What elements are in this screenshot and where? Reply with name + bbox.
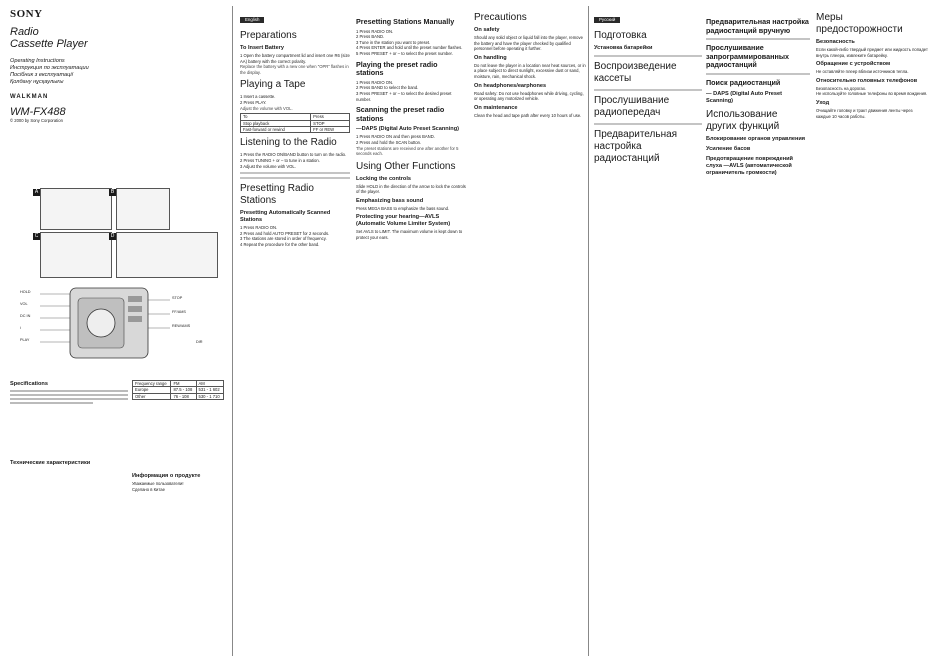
section-heading: Scanning the preset radio stations xyxy=(356,105,445,123)
step: 2 Press and hold AUTO PRESET for 2 seconds. xyxy=(240,230,330,236)
section-heading: Предварительная настройка радиостанций xyxy=(594,129,678,164)
section-heading: Listening to the Radio xyxy=(240,137,337,149)
section-heading: Прослушивание радиопередач xyxy=(594,95,670,118)
cell: Fast-forward or rewind xyxy=(241,126,311,132)
english-column-2 xyxy=(356,8,466,654)
paragraph: Очищайте головку и тракт движения ленты через каждые 10 часов работы. xyxy=(816,107,913,119)
player-illustration xyxy=(40,282,210,364)
step: 4 Repeat the procedure for the other band. xyxy=(240,241,320,247)
subheading: Emphasizing bass sound xyxy=(356,197,424,204)
step: 5 Press PRESET + or – to select the preset number. xyxy=(356,50,453,56)
product-title-2: Cassette Player xyxy=(10,38,88,50)
subheading: Относительно головных телефонов xyxy=(816,77,918,84)
callout-stop: STOP xyxy=(172,296,183,300)
product-info xyxy=(132,470,224,492)
fig-label-b: B xyxy=(110,189,115,195)
paragraph: Road safety: Do not use headphones while driving, cycling, or operating any motorized vehicle. xyxy=(474,90,584,102)
fig-label-c: C xyxy=(34,233,39,239)
lang-line: Operating Instructions xyxy=(10,58,65,64)
language-list xyxy=(10,58,128,86)
figure-d xyxy=(110,232,218,278)
column-divider xyxy=(232,6,233,656)
cell: Stop playback xyxy=(241,120,311,126)
lang-line: Посібник з експлуатації xyxy=(10,72,73,78)
copyright: © 2000 by Sony Corporation xyxy=(10,118,63,123)
section-heading: Presetting Stations Manually xyxy=(356,17,455,26)
spec-body xyxy=(10,389,128,404)
cell: To xyxy=(241,114,311,120)
step: Adjust the volume with VOL. xyxy=(240,105,293,111)
subheading: —DAPS (Digital Auto Preset Scanning) xyxy=(356,126,459,133)
precautions-column xyxy=(474,8,586,654)
russian-column-2 xyxy=(706,8,810,654)
spec-cell: Europe xyxy=(133,387,171,393)
section-heading: Меры предосторожности xyxy=(816,12,903,35)
step: 1 Press RADIO ON. xyxy=(356,79,394,85)
dial-icon xyxy=(87,309,115,337)
step: 2 Press BAND to select the band. xyxy=(356,85,419,91)
subheading: On headphones/earphones xyxy=(474,82,547,89)
subheading: Обращение с устройством xyxy=(816,61,891,68)
figure-a xyxy=(34,188,112,230)
play-table xyxy=(240,113,350,133)
note: Replace the battery with a new one when "OPR" flashes in the display. xyxy=(240,64,349,75)
subheading: Locking the controls xyxy=(356,175,412,182)
english-column-1 xyxy=(240,8,350,654)
subheading: — DAPS (Digital Auto Preset Scanning) xyxy=(706,90,782,104)
section-heading: Прослушивание запрограммированных радиостанций xyxy=(706,43,789,70)
subheading: Усиление басов xyxy=(706,145,751,152)
russian-column-3 xyxy=(816,8,928,654)
language-tab: English xyxy=(240,17,264,23)
section-heading: Предварительная настройка радиостанций вручную xyxy=(706,17,809,35)
paragraph: Should any solid object or liquid fall into the player, remove the battery and have the player checked by qualified personnel before operating it further. xyxy=(474,35,583,52)
lang-line: Қолдану нұсқаулығы xyxy=(10,79,64,85)
step: The preset stations are received one after another for 5 seconds each. xyxy=(356,145,459,157)
step: 2 Press TUNING + or – to tune in a station. xyxy=(240,157,320,163)
callout-dir: DIR xyxy=(196,340,203,344)
section-heading: Presetting Radio Stations xyxy=(240,183,314,207)
product-info-line: Уважаемые пользователи! xyxy=(132,481,184,486)
section-heading: Playing the preset radio stations xyxy=(356,59,438,78)
spec-cell: 76 - 108 xyxy=(171,393,196,399)
spec-head: FM xyxy=(171,381,196,387)
step: 4 Press ENTER and hold until the preset number flashes. xyxy=(356,45,463,51)
subheading: Уход xyxy=(816,99,830,106)
section-heading: Precautions xyxy=(474,12,527,23)
step: 1 Insert a cassette. xyxy=(240,94,276,100)
cell: Press xyxy=(311,114,350,120)
subheading: Предотвращение повреждений слуха —AVLS (автоматической ограничитель громкости) xyxy=(706,155,793,176)
column-divider xyxy=(588,6,589,656)
product-title: Radio xyxy=(10,26,39,38)
paragraph: Clean the head and tape path after every 10 hours of use. xyxy=(474,112,582,118)
step: 3 Press PRESET + or – to select the desired preset number. xyxy=(356,90,452,102)
spec-table xyxy=(132,380,224,400)
button-icon xyxy=(128,316,142,322)
paragraph: Set AVLS to LIMIT. The maximum volume is kept down to protect your ears. xyxy=(356,229,463,241)
section-heading: Использование других функций xyxy=(706,108,780,132)
cell: FF or REW xyxy=(311,126,350,132)
lang-line: Инструкция по эксплуатации xyxy=(10,65,89,71)
step: 1 Open the battery compartment lid and insert one R6 (size AA) battery with the correct polarity. xyxy=(240,53,350,64)
spec-cell: Other xyxy=(133,393,171,399)
product-info-title: Информация о продукте xyxy=(132,473,201,479)
subheading: Блокирование органов управления xyxy=(706,135,806,142)
step: 3 The stations are stored in order of frequency. xyxy=(240,236,327,242)
subheading: On maintenance xyxy=(474,104,518,111)
spec-cell: 530 - 1 710 xyxy=(196,393,224,399)
step: 1 Press RADIO ON. xyxy=(240,225,278,231)
spec-cell: 87.5 - 108 xyxy=(171,387,196,393)
callout-i: i xyxy=(20,326,21,330)
subheading: To Insert Battery xyxy=(240,45,285,51)
subheading: Установка батарейки xyxy=(594,45,653,51)
model-number: WM-FX488 xyxy=(10,106,66,118)
section-heading: Using Other Functions xyxy=(356,160,456,172)
button-icon xyxy=(128,296,142,302)
callout-hold: HOLD xyxy=(20,290,31,294)
subheading: Presetting Automatically Scanned Stations xyxy=(240,210,331,224)
section-heading: Playing a Tape xyxy=(240,79,306,91)
section-heading: Preparations xyxy=(240,30,297,41)
russian-column-1 xyxy=(594,8,702,654)
figure-b xyxy=(110,188,170,230)
fig-label-a: A xyxy=(34,189,39,195)
subheading: On safety xyxy=(474,27,500,33)
paragraph: Не используйте головные телефоны во время вождения. xyxy=(816,91,928,97)
section-heading: Воспроизведение кассеты xyxy=(594,61,677,84)
spec-head: AM xyxy=(196,381,224,387)
brand-logo: SONY xyxy=(10,8,43,20)
specifications xyxy=(10,378,128,468)
spec-heading: Specifications xyxy=(10,381,48,387)
frequency-table xyxy=(132,380,224,400)
step: 2 Press BAND. xyxy=(356,34,385,40)
cell: STOP xyxy=(311,120,350,126)
language-tab: Русский xyxy=(594,17,620,23)
paragraph: Не оставляйте плеер вблизи источников тепла. xyxy=(816,69,909,75)
spec-cell: 531 - 1 602 xyxy=(196,387,224,393)
paragraph: Do not leave the player in a location near heat sources, or in a place subject to direct sunlight, excessive dust or sand, moisture, rain, mechanical shock. xyxy=(474,62,586,79)
subheading: Protecting your hearing—AVLS (Automatic Volume Limiter System) xyxy=(356,214,451,228)
button-icon xyxy=(128,306,142,312)
section-heading: Подготовка xyxy=(594,30,647,41)
tech-heading: Технические характеристики xyxy=(10,460,91,466)
fig-label-d: D xyxy=(110,233,115,239)
callout-dcin: DC IN xyxy=(20,314,31,318)
step: 1 Press RADIO ON. xyxy=(356,28,394,34)
callout-ff: FF/AMS xyxy=(172,310,186,314)
section-heading: Поиск радиостанций xyxy=(706,77,781,87)
paragraph: Безопасность на дорогах. xyxy=(816,85,867,91)
step: 3 Tune in the station you want to preset. xyxy=(356,39,431,45)
paragraph: Slide HOLD in the direction of the arrow to lock the controls of the player. xyxy=(356,183,466,195)
callout-play: PLAY xyxy=(20,338,30,342)
callout-vol: VOL xyxy=(20,302,28,306)
paragraph: Если какой-либо твердый предмет или жидкость попадет внутрь плеера, извлеките батарейку. xyxy=(816,47,928,58)
figure-c xyxy=(34,232,112,278)
product-info-line: Сделано в Китае xyxy=(132,486,165,492)
step: 3 Adjust the volume with VOL. xyxy=(240,163,296,169)
spec-head: Frequency range xyxy=(133,381,171,387)
step: 2 Press PLAY. xyxy=(240,99,267,105)
walkman-logo: WALKMAN xyxy=(10,94,49,100)
subheading: Безопасность xyxy=(816,39,855,45)
paragraph: Press MEGA BASS to emphasize the bass sound. xyxy=(356,205,450,211)
step: 1 Press RADIO ON and then press BAND. xyxy=(356,134,435,140)
callout-rew: REW/AMS xyxy=(172,324,191,328)
subheading: On handling xyxy=(474,54,507,61)
step: 2 Press and hold the SCAN button. xyxy=(356,139,422,145)
step: 1 Press the RADIO ON/BAND button to turn on the radio. xyxy=(240,152,347,158)
